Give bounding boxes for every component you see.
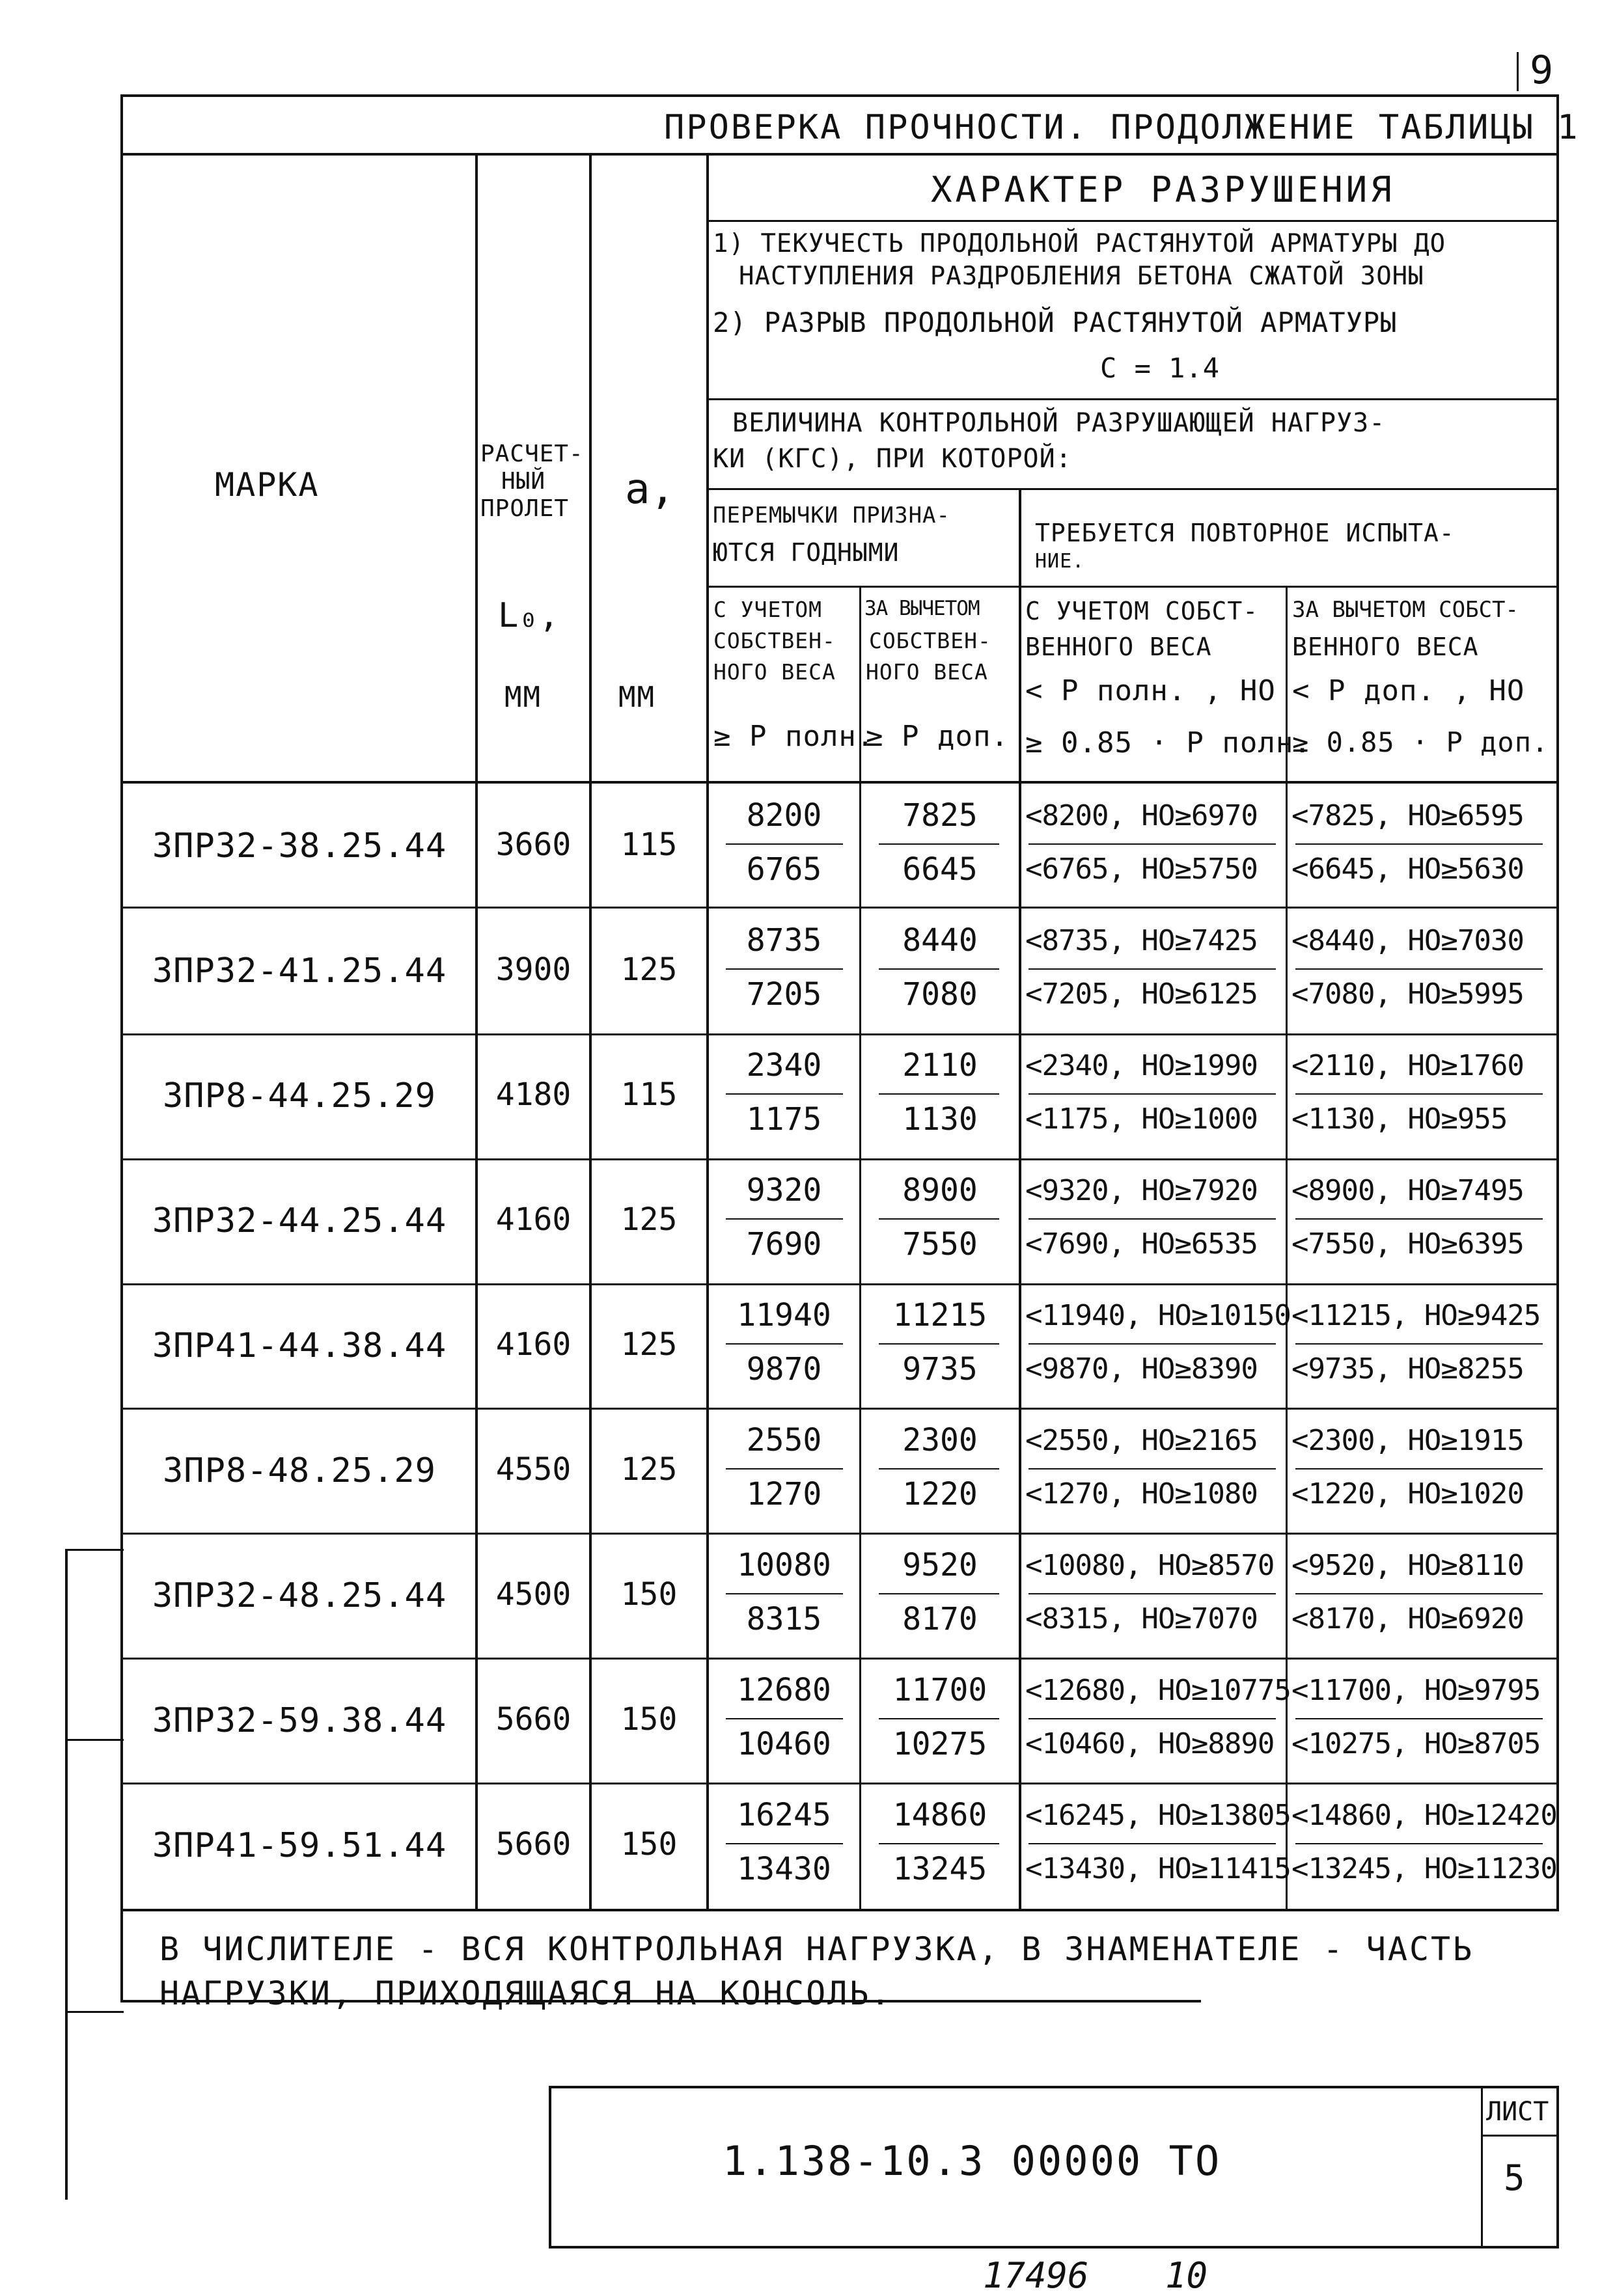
margin-strip-tick-3 — [65, 2011, 124, 2013]
frame-left — [120, 94, 123, 2001]
row-a: 125 — [620, 1326, 678, 1363]
header-fracture-l1: 1) ТЕКУЧЕСТЬ ПРОДОЛЬНОЙ РАСТЯНУТОЙ АРМАТУРЫ ДО — [713, 229, 1446, 258]
row-retest-add-numerator: <9520, НО≥8110 — [1291, 1549, 1524, 1582]
row-p-full-numerator: 11940 — [737, 1297, 831, 1333]
col-line-2 — [589, 153, 592, 1910]
row-retest-full-numerator: <11940, НО≥10150 — [1025, 1299, 1291, 1332]
fraction-bar — [726, 1593, 843, 1594]
row-p-full-denominator: 8315 — [746, 1601, 822, 1637]
fraction-bar — [879, 1093, 999, 1095]
row-mark: 3ПР32-38.25.44 — [152, 827, 447, 866]
fraction-bar — [1295, 1093, 1543, 1095]
header-a-unit: ММ — [618, 681, 656, 714]
row-mark: 3ПР32-41.25.44 — [152, 951, 447, 991]
document-code: 1.138-10.3 00000 ТО — [723, 2137, 1222, 2185]
row-retest-full-numerator: <9320, НО≥7920 — [1025, 1174, 1258, 1207]
fraction-bar — [1028, 1843, 1276, 1844]
row-span: 4160 — [495, 1201, 572, 1238]
stamp-left — [549, 2086, 551, 2248]
fraction-bar — [1028, 1468, 1276, 1469]
row-p-full-numerator: 16245 — [737, 1797, 831, 1833]
header-c4-l3: < P доп. , НО — [1292, 674, 1525, 707]
fraction-bar — [1295, 1718, 1543, 1719]
fraction-bar — [726, 1093, 843, 1095]
row-p-full-numerator: 12680 — [737, 1672, 831, 1708]
row-p-add-denominator: 1130 — [902, 1101, 978, 1138]
fraction-bar — [1028, 1218, 1276, 1220]
row-retest-add-numerator: <11700, НО≥9795 — [1291, 1674, 1541, 1707]
row-p-add-numerator: 7825 — [902, 797, 978, 834]
row-retest-full-denominator: <7690, НО≥6535 — [1025, 1227, 1258, 1261]
row-retest-full-denominator: <10460, НО≥8890 — [1025, 1727, 1275, 1760]
row-mark: 3ПР41-59.51.44 — [152, 1826, 447, 1865]
fraction-bar — [726, 968, 843, 970]
row-mark: 3ПР8-44.25.29 — [163, 1076, 436, 1115]
row-a: 150 — [620, 1576, 678, 1613]
fraction-bar — [1028, 1093, 1276, 1095]
inventory-sub: 10 — [1165, 2255, 1208, 2296]
row-retest-full-numerator: <2550, НО≥2165 — [1025, 1424, 1258, 1457]
row-p-add-denominator: 7550 — [902, 1226, 978, 1263]
fraction-bar — [726, 1718, 843, 1719]
header-span-unit: ММ — [504, 681, 542, 714]
row-span: 4550 — [495, 1451, 572, 1488]
header-fracture-l3: 2) РАЗРЫВ ПРОДОЛЬНОЙ РАСТЯНУТОЙ АРМАТУРЫ — [713, 307, 1398, 338]
row-p-full-numerator: 2340 — [746, 1047, 822, 1084]
stamp-mid — [1481, 2086, 1483, 2248]
fraction-bar — [1295, 968, 1543, 970]
row-sep-3 — [120, 1158, 1559, 1160]
stamp-right — [1556, 2086, 1559, 2248]
row-sep-6 — [120, 1533, 1559, 1535]
row-sep-4 — [120, 1283, 1559, 1285]
header-load-l1: ВЕЛИЧИНА КОНТРОЛЬНОЙ РАЗРУШАЮЩЕЙ НАГРУЗ- — [732, 408, 1386, 438]
row-p-add-denominator: 1220 — [902, 1476, 978, 1512]
row-retest-add-denominator: <9735, НО≥8255 — [1291, 1352, 1524, 1386]
row-retest-full-numerator: <8735, НО≥7425 — [1025, 924, 1258, 957]
row-retest-full-numerator: <16245, НО≥13805 — [1025, 1799, 1291, 1832]
fraction-bar — [879, 1468, 999, 1469]
header-span-l3: ПРОЛЕТ — [480, 495, 570, 522]
table-bottom — [120, 1909, 1559, 1911]
row-p-full-numerator: 2550 — [746, 1422, 822, 1458]
stamp-top — [549, 2086, 1559, 2088]
header-retest-l1: ТРЕБУЕТСЯ ПОВТОРНОЕ ИСПЫТА- — [1035, 519, 1455, 547]
sheet-label: ЛИСТ — [1486, 2097, 1549, 2127]
row-span: 4500 — [495, 1576, 572, 1613]
header-fracture-c: C = 1.4 — [1100, 352, 1221, 384]
row-retest-add-numerator: <8440, НО≥7030 — [1291, 924, 1524, 957]
row-p-full-numerator: 10080 — [737, 1547, 831, 1583]
row-sep-7 — [120, 1658, 1559, 1660]
stamp-bottom — [549, 2246, 1559, 2248]
row-p-add-numerator: 14860 — [892, 1797, 987, 1833]
header-c3-l1: С УЧЕТОМ СОБСТ- — [1025, 597, 1259, 625]
row-a: 150 — [620, 1826, 678, 1863]
row-p-full-denominator: 7205 — [746, 976, 822, 1013]
row-retest-full-denominator: <1175, НО≥1000 — [1025, 1102, 1258, 1136]
row-retest-add-denominator: <7550, НО≥6395 — [1291, 1227, 1524, 1261]
row-sep-2 — [120, 1033, 1559, 1035]
header-c2-l2: СОБСТВЕН- — [869, 628, 991, 653]
col-line-5 — [1019, 488, 1021, 1910]
fraction-bar — [1295, 1468, 1543, 1469]
fraction-bar — [879, 968, 999, 970]
header-marka: МАРКА — [215, 466, 320, 504]
row-retest-add-denominator: <8170, НО≥6920 — [1291, 1602, 1524, 1635]
header-fracture-title: ХАРАКТЕР РАЗРУШЕНИЯ — [931, 169, 1395, 210]
fraction-bar — [1028, 1343, 1276, 1345]
row-p-full-numerator: 8200 — [746, 797, 822, 834]
header-c1-l3: НОГО ВЕСА — [713, 659, 836, 685]
header-fracture-l2: НАСТУПЛЕНИЯ РАЗДРОБЛЕНИЯ БЕТОНА СЖАТОЙ ЗОНЫ — [739, 262, 1424, 291]
row-sep-8 — [120, 1783, 1559, 1784]
row-retest-add-numerator: <2110, НО≥1760 — [1291, 1049, 1524, 1082]
row-p-full-denominator: 6765 — [746, 851, 822, 888]
header-load-l2: КИ (КГС), ПРИ КОТОРОЙ: — [713, 444, 1072, 474]
row-p-add-numerator: 11700 — [892, 1672, 987, 1708]
header-span-l1: РАСЧЕТ- — [480, 441, 584, 467]
header-span-symbol: L₀, — [498, 596, 559, 635]
hdr-h2 — [706, 398, 1559, 400]
fraction-bar — [879, 1843, 999, 1844]
row-mark: 3ПР8-48.25.29 — [163, 1451, 436, 1490]
row-p-add-denominator: 6645 — [902, 851, 978, 888]
margin-strip-tick-1 — [65, 1549, 124, 1551]
sheet-number: 5 — [1504, 2157, 1525, 2198]
row-a: 115 — [620, 1076, 678, 1113]
col-line-3 — [706, 153, 709, 1910]
row-a: 150 — [620, 1701, 678, 1738]
header-c2-l3: НОГО ВЕСА — [866, 659, 988, 685]
row-mark: 3ПР32-48.25.44 — [152, 1576, 447, 1615]
header-fit-l2: ЮТСЯ ГОДНЫМИ — [713, 538, 900, 567]
row-span: 5660 — [495, 1701, 572, 1738]
row-p-add-numerator: 9520 — [902, 1547, 978, 1583]
row-a: 125 — [620, 1451, 678, 1488]
row-p-full-denominator: 10460 — [737, 1726, 831, 1762]
header-retest-l2: НИЕ. — [1035, 550, 1085, 573]
margin-strip-tick-2 — [65, 1739, 124, 1741]
row-retest-add-numerator: <11215, НО≥9425 — [1291, 1299, 1541, 1332]
fraction-bar — [726, 1218, 843, 1220]
row-retest-full-numerator: <8200, НО≥6970 — [1025, 799, 1258, 832]
row-retest-full-denominator: <8315, НО≥7070 — [1025, 1602, 1258, 1635]
header-bottom — [120, 781, 1559, 784]
fraction-bar — [879, 1593, 999, 1594]
hdr-h3 — [706, 488, 1559, 490]
fraction-bar — [1028, 843, 1276, 845]
header-c4-l1: ЗА ВЫЧЕТОМ СОБСТ- — [1292, 597, 1519, 623]
frame-top — [120, 94, 1559, 97]
row-span: 3660 — [495, 827, 572, 863]
row-retest-full-denominator: <7205, НО≥6125 — [1025, 977, 1258, 1011]
fraction-bar — [1028, 968, 1276, 970]
fraction-bar — [879, 1218, 999, 1220]
row-p-add-denominator: 10275 — [892, 1726, 987, 1762]
row-p-add-denominator: 8170 — [902, 1601, 978, 1637]
row-span: 4160 — [495, 1326, 572, 1363]
header-span-l2: НЫЙ — [501, 468, 546, 495]
hdr-h1 — [706, 220, 1559, 222]
row-p-add-denominator: 13245 — [892, 1851, 987, 1887]
row-p-add-numerator: 2300 — [902, 1422, 978, 1458]
row-p-full-denominator: 7690 — [746, 1226, 822, 1263]
row-a: 125 — [620, 951, 678, 988]
row-p-add-numerator: 8440 — [902, 922, 978, 959]
row-p-add-numerator: 8900 — [902, 1172, 978, 1209]
header-c4-l4: ≥ 0.85 · P доп. — [1292, 726, 1549, 758]
row-p-full-numerator: 9320 — [746, 1172, 822, 1209]
fraction-bar — [1295, 843, 1543, 845]
header-c1-l4: ≥ P полн. — [713, 720, 875, 753]
row-p-full-denominator: 13430 — [737, 1851, 831, 1887]
row-retest-full-numerator: <10080, НО≥8570 — [1025, 1549, 1275, 1582]
row-retest-full-denominator: <6765, НО≥5750 — [1025, 853, 1258, 886]
fraction-bar — [879, 1343, 999, 1345]
margin-strip-line — [65, 1549, 68, 2200]
footnote-line-1: В ЧИСЛИТЕЛЕ - ВСЯ КОНТРОЛЬНАЯ НАГРУЗКА, В ЗНАМЕНАТЕЛЕ - ЧАСТЬ — [159, 1930, 1474, 1968]
row-retest-full-denominator: <13430, НО≥11415 — [1025, 1852, 1291, 1885]
row-span: 4180 — [495, 1076, 572, 1113]
row-a: 115 — [620, 827, 678, 863]
fraction-bar — [1295, 1593, 1543, 1594]
fraction-bar — [1295, 1218, 1543, 1220]
stamp-sheet-divider — [1481, 2135, 1559, 2137]
row-sep-5 — [120, 1408, 1559, 1410]
row-retest-add-denominator: <1220, НО≥1020 — [1291, 1477, 1524, 1510]
page-title: ПРОВЕРКА ПРОЧНОСТИ. ПРОДОЛЖЕНИЕ ТАБЛИЦЫ 1 — [664, 108, 1580, 147]
fraction-bar — [726, 1468, 843, 1469]
header-c2-l4: ≥ P доп. — [866, 720, 1009, 753]
header-fit-l1: ПЕРЕМЫЧКИ ПРИЗНА- — [713, 502, 950, 528]
row-p-add-denominator: 7080 — [902, 976, 978, 1013]
row-retest-add-denominator: <6645, НО≥5630 — [1291, 853, 1524, 886]
row-retest-add-numerator: <14860, НО≥12420 — [1291, 1799, 1557, 1832]
fraction-bar — [1028, 1718, 1276, 1719]
header-c3-l3: < P полн. , НО — [1025, 674, 1276, 707]
row-sep-1 — [120, 907, 1559, 909]
row-p-full-numerator: 8735 — [746, 922, 822, 959]
fraction-bar — [1295, 1843, 1543, 1844]
col-line-6 — [1286, 586, 1288, 1910]
row-retest-add-denominator: <1130, НО≥955 — [1291, 1102, 1508, 1136]
row-retest-add-denominator: <13245, НО≥11230 — [1291, 1852, 1557, 1885]
header-c2-l1: ЗА ВЫЧЕТОМ — [864, 597, 980, 620]
row-retest-full-denominator: <1270, НО≥1080 — [1025, 1477, 1258, 1510]
title-divider — [120, 153, 1559, 156]
fraction-bar — [1028, 1593, 1276, 1594]
row-retest-add-numerator: <2300, НО≥1915 — [1291, 1424, 1524, 1457]
row-retest-add-numerator: <8900, НО≥7495 — [1291, 1174, 1524, 1207]
fraction-bar — [726, 1843, 843, 1844]
row-mark: 3ПР32-59.38.44 — [152, 1701, 447, 1740]
row-retest-add-numerator: <7825, НО≥6595 — [1291, 799, 1524, 832]
header-c1-l2: СОБСТВЕН- — [713, 628, 836, 653]
row-p-add-numerator: 2110 — [902, 1047, 978, 1084]
row-p-add-numerator: 11215 — [892, 1297, 987, 1333]
row-p-full-denominator: 1175 — [746, 1101, 822, 1138]
fraction-bar — [726, 843, 843, 845]
row-a: 125 — [620, 1201, 678, 1238]
row-retest-add-denominator: <10275, НО≥8705 — [1291, 1727, 1541, 1760]
col-line-1 — [475, 153, 478, 1910]
header-c3-l2: ВЕННОГО ВЕСА — [1025, 633, 1212, 661]
row-span: 5660 — [495, 1826, 572, 1863]
page-number-tick — [1517, 52, 1519, 91]
header-a-symbol: a, — [625, 465, 676, 513]
row-mark: 3ПР32-44.25.44 — [152, 1201, 447, 1240]
header-c1-l1: С УЧЕТОМ — [713, 597, 822, 622]
row-span: 3900 — [495, 951, 572, 988]
fraction-bar — [879, 843, 999, 845]
row-p-full-denominator: 9870 — [746, 1351, 822, 1387]
row-retest-full-numerator: <2340, НО≥1990 — [1025, 1049, 1258, 1082]
row-mark: 3ПР41-44.38.44 — [152, 1326, 447, 1365]
header-c4-l2: ВЕННОГО ВЕСА — [1292, 633, 1479, 661]
row-p-full-denominator: 1270 — [746, 1476, 822, 1512]
row-p-add-denominator: 9735 — [902, 1351, 978, 1387]
footnote-line-2: НАГРУЗКИ, ПРИХОДЯЩАЯСЯ НА КОНСОЛЬ. — [159, 1975, 892, 2012]
page-number: 9 — [1530, 48, 1554, 93]
fraction-bar — [726, 1343, 843, 1345]
fraction-bar — [1295, 1343, 1543, 1345]
row-retest-full-numerator: <12680, НО≥10775 — [1025, 1674, 1291, 1707]
inventory-number: 17496 — [983, 2255, 1089, 2296]
header-c3-l4: ≥ 0.85 · P полн. — [1025, 726, 1312, 759]
hdr-h4 — [706, 586, 1559, 588]
frame-right — [1556, 94, 1559, 1910]
fraction-bar — [879, 1718, 999, 1719]
row-retest-full-denominator: <9870, НО≥8390 — [1025, 1352, 1258, 1386]
row-retest-add-denominator: <7080, НО≥5995 — [1291, 977, 1524, 1011]
